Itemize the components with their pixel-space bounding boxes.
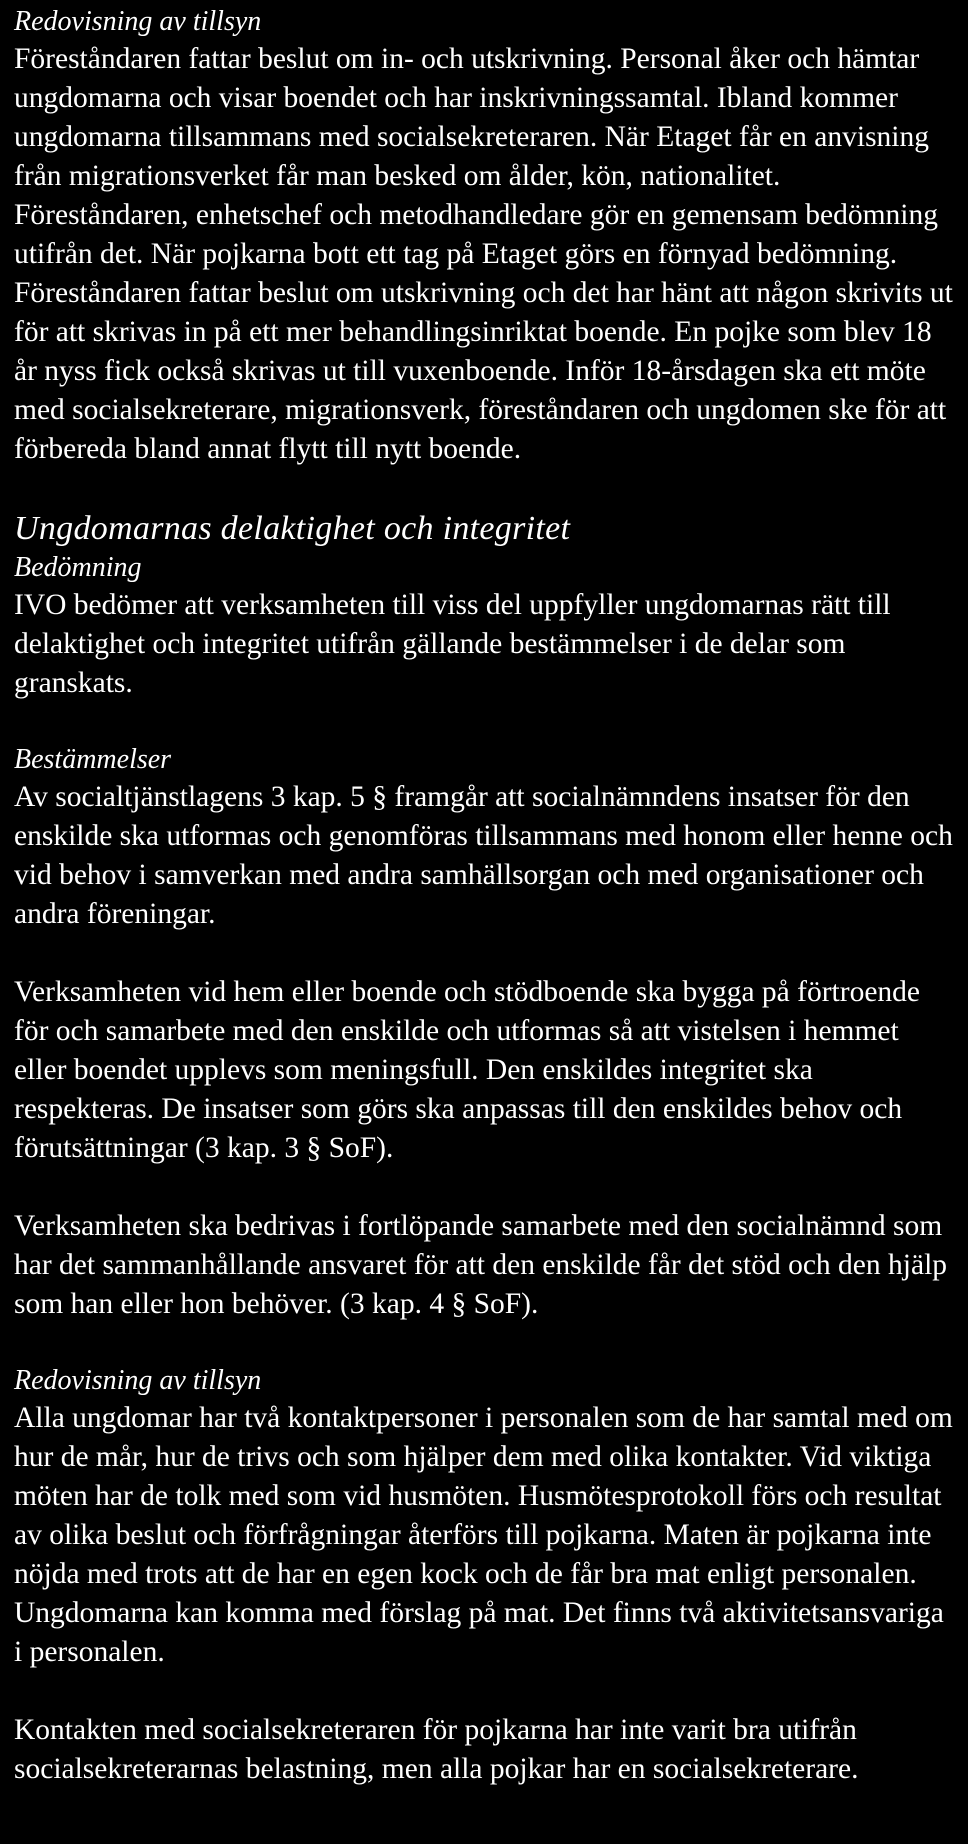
bestammelser-paragraph-2: Verksamheten vid hem eller boende och stödboende ska bygga på förtroende för och samarbete med den enskilde och utformas så att vistelsen i hemmet eller boendet upplevs som meningsfull. Den enskildes integritet ska respekteras. De insatser som görs ska anpassas till den enskildes behov och förutsättningar (3 kap. 3 § SoF). [14,976,921,1164]
tillsyn-heading-2: Redovisning av tillsyn [14,1365,262,1396]
section-title-delaktighet: Ungdomarnas delaktighet och integritet [14,510,571,547]
spacer [14,934,954,973]
bestammelser-paragraph-1: Av socialtjänstlagens 3 kap. 5 § framgår att socialnämndens insatser för den enskilde ska utformas och genomföras tillsammans med honom eller henne och vid behov i samverkan med andra samhällsorgan och med organisationer och andra föreningar. [14,781,953,930]
bedomning-paragraph: IVO bedömer att verksamheten till viss del uppfyller ungdomarnas rätt till delaktighet och integritet utifrån gällande bestämmelser i de delar som granskats. [14,589,891,699]
spacer [14,703,954,742]
spacer [14,469,954,508]
spacer [14,1672,954,1711]
tillsyn-paragraph-2: Alla ungdomar har två kontaktpersoner i personalen som de har samtal med om hur de mår, hur de trivs och som hjälper dem med olika kontakter. Vid viktiga möten har de tolk med som vid husmöten. Husmötesprotokoll förs och resultat av olika beslut och förfrågningar återförs till pojkarna. Maten är pojkarna inte nöjda med trots att de har en egen kock och de får bra mat enligt personalen. Ungdomarna kan komma med förslag på mat. Det finns två aktivitetsansvariga i personalen. [14,1402,953,1668]
tillsyn-paragraph-3: Kontakten med socialsekreteraren för pojkarna har inte varit bra utifrån socialsekreterarnas belastning, men alla pojkar har en socialsekreterare. [14,1714,859,1785]
tillsyn-heading-1: Redovisning av tillsyn [14,6,262,37]
bestammelser-paragraph-3: Verksamheten ska bedrivas i fortlöpande samarbete med den socialnämnd som har det sammanhållande ansvaret för att den enskilde får det stöd och den hjälp som han eller hon behöver. (3 kap. 4 § SoF). [14,1210,948,1320]
bestammelser-heading: Bestämmelser [14,744,172,775]
spacer [14,1168,954,1207]
spacer [14,1324,954,1363]
bedomning-heading: Bedömning [14,552,142,583]
tillsyn-paragraph-1: Föreståndaren fattar beslut om in- och utskrivning. Personal åker och hämtar ungdomarna och visar boendet och har inskrivningssamtal. Ibland kommer ungdomarna tillsammans med socialsekreteraren. När Etaget får en anvisning från migrationsverket får man besked om ålder, kön, nationalitet. Föreståndaren, enhetschef och metodhandledare gör en gemensam bedömning utifrån det. När pojkarna bott ett tag på Etaget görs en förnyad bedömning. Föreståndaren fattar beslut om utskrivning och det har hänt att någon skrivits ut för att skrivas in på ett mer behandlingsinriktat boende. En pojke som blev 18 år nyss fick också skrivas ut till vuxenboende. Inför 18-årsdagen ska ett möte med socialsekreterare, migrationsverk, föreståndaren och ungdomen ske för att förbereda bland annat flytt till nytt boende. [14,43,953,465]
